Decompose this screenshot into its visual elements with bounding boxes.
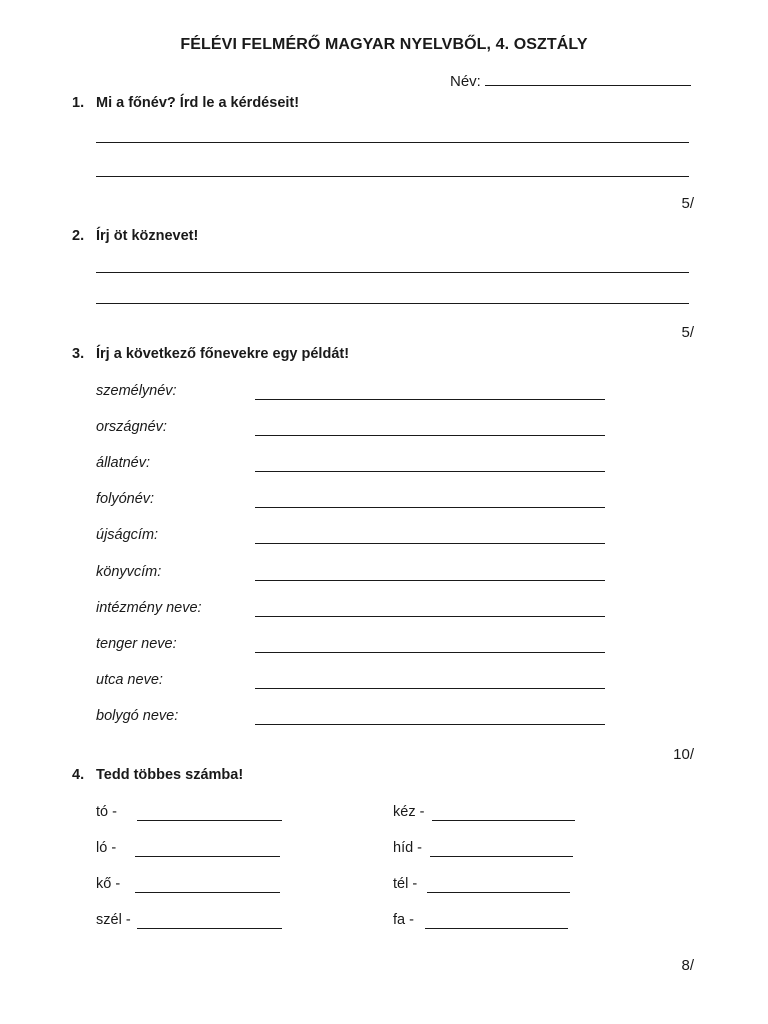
example-answer-line[interactable] [255,580,605,581]
page-title: FÉLÉVI FELMÉRŐ MAGYAR NYELVBŐL, 4. OSZTÁLY [180,36,588,53]
question-number: 3. [72,346,85,362]
example-label: bolygó neve: [96,708,179,724]
plural-answer-line[interactable] [135,856,280,857]
example-label: újságcím: [96,527,159,543]
question-1-heading [72,95,299,111]
question-text: Tedd többes számba! [96,767,244,783]
example-answer-line[interactable] [255,652,605,653]
name-label: Név: [450,73,481,90]
plural-word: kéz - [393,804,425,820]
question-2-heading [72,228,198,244]
plural-word: híd - [393,840,423,856]
question-number: 4. [72,767,85,783]
example-label: folyónév: [96,491,155,507]
question-number: 1. [72,95,85,111]
score-label: 5/ [681,195,694,212]
question-3-heading [72,346,349,362]
name-blank[interactable] [485,71,691,86]
example-label: könyvcím: [96,564,162,580]
plural-word: tó - [96,804,117,820]
plural-word: ló - [96,840,117,856]
plural-answer-line[interactable] [430,856,573,857]
name-field [450,71,691,90]
plural-word: fa - [393,912,414,928]
example-label: országnév: [96,419,167,435]
example-answer-line[interactable] [255,616,605,617]
question-text: Írj a következő főnevekre egy példát! [96,346,350,362]
score-label: 5/ [681,324,694,341]
question-text: Írj öt köznevet! [96,228,199,244]
plural-word: kő - [96,876,121,892]
question-4-heading [72,767,243,783]
example-answer-line[interactable] [255,724,605,725]
example-label: tenger neve: [96,636,177,652]
plural-answer-line[interactable] [432,820,575,821]
plural-answer-line[interactable] [137,820,282,821]
question-text: Mi a főnév? Írd le a kérdéseit! [96,95,300,111]
plural-answer-line[interactable] [427,892,570,893]
score-label: 10/ [673,746,694,763]
example-label: utca neve: [96,672,163,688]
answer-line[interactable] [96,272,689,273]
example-label: intézmény neve: [96,600,202,616]
example-answer-line[interactable] [255,688,605,689]
plural-answer-line[interactable] [135,892,280,893]
answer-line[interactable] [96,176,689,177]
example-answer-line[interactable] [255,471,605,472]
example-answer-line[interactable] [255,543,605,544]
example-answer-line[interactable] [255,435,605,436]
answer-line[interactable] [96,303,689,304]
plural-answer-line[interactable] [137,928,282,929]
example-answer-line[interactable] [255,507,605,508]
plural-answer-line[interactable] [425,928,568,929]
answer-line[interactable] [96,142,689,143]
example-answer-line[interactable] [255,399,605,400]
example-label: állatnév: [96,455,151,471]
question-number: 2. [72,228,85,244]
plural-word: tél - [393,876,418,892]
example-label: személynév: [96,383,177,399]
plural-word: szél - [96,912,131,928]
score-label: 8/ [681,957,694,974]
